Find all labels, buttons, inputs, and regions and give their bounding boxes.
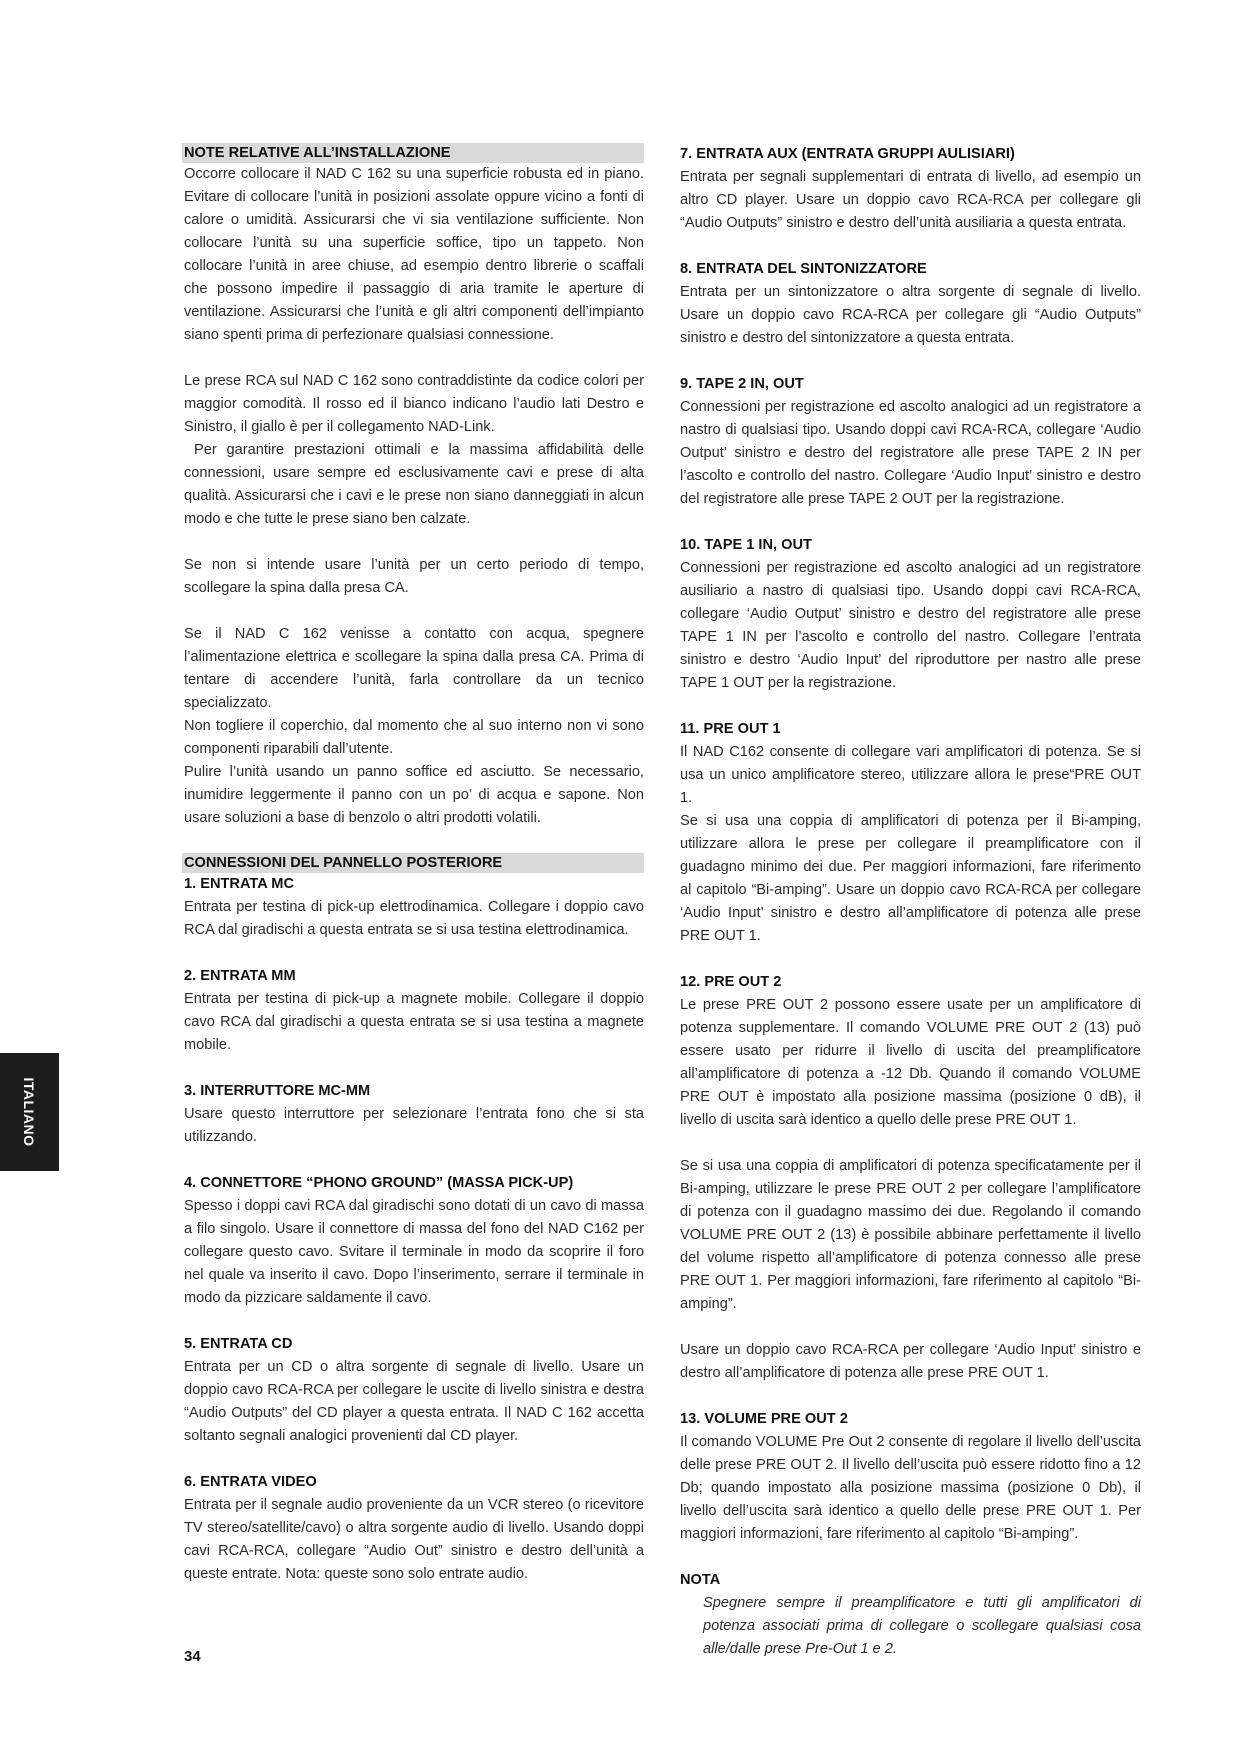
item-text: Il NAD C162 consente di collegare vari amplificatori di potenza. Se si usa un unico amplificatore stereo, utilizzare allora le prese“PRE OUT 1. bbox=[680, 744, 1141, 806]
right-column bbox=[680, 143, 1141, 1661]
rear-panel-heading: CONNESSIONI DEL PANNELLO POSTERIORE bbox=[182, 853, 644, 873]
item-text: Entrata per testina di pick-up a magnete mobile. Collegare il doppio cavo RCA dal giradischi a questa entrata se si usa testina a magnete mobile. bbox=[184, 991, 644, 1053]
item-text: Connessioni per registrazione ed ascolto analogici ad un registratore a nastro di qualsiasi tipo. Usando doppi cavi RCA-RCA, collegare ‘Audio Output’ sinistro e destro del registratore alle prese TAPE 2 IN per l’ascolto e controllo del nastro. Collegare ‘Audio Input’ sinistro e destro del registratore alle prese TAPE 2 OUT per la registrazione. bbox=[680, 399, 1141, 507]
item-title: 5. ENTRATA CD bbox=[184, 1336, 293, 1352]
installation-paragraph: Se il NAD C 162 venisse a contatto con acqua, spegnere l’alimentazione elettrica e scollegare la spina dalla presa CA. Prima di tentare di accendere l’unità, farla controllare da un tecnico specializzato. bbox=[184, 626, 644, 711]
item-text: Se si usa una coppia di amplificatori di potenza per il Bi-amping, utilizzare allora le prese per collegare il preamplificatore con il guadagno minimo dei due. Per maggiori informazioni, fare riferimento al capitolo “Bi-amping”. Usare un doppio cavo RCA-RCA per collegare ‘Audio Input’ sinistro e destro all’amplificatore di potenza alle prese PRE OUT 1. bbox=[680, 813, 1141, 944]
item-text: Se si usa una coppia di amplificatori di potenza specificatamente per il Bi-amping, utilizzare le prese PRE OUT 2 per collegare l’amplificatore di potenza con il guadagno massimo dei due. Regolando il comando VOLUME PRE OUT 2 (13) è possibile abbinare perfettamente il livello del volume rispetto all’amplificatore di potenza connesso alle prese PRE OUT 1. Per maggiori informazioni, fare riferimento al capitolo “Bi-amping”. bbox=[680, 1158, 1141, 1312]
item-text: Usare un doppio cavo RCA-RCA per collegare ‘Audio Input’ sinistro e destro all’amplificatore di potenza alle prese PRE OUT 1. bbox=[680, 1342, 1141, 1381]
item-title: 9. TAPE 2 IN, OUT bbox=[680, 376, 804, 392]
note-text: Spegnere sempre il preamplificatore e tutti gli amplificatori di potenza associati prima di collegare o scollegare qualsiasi cosa alle/dalle prese Pre-Out 1 e 2. bbox=[703, 1595, 1141, 1657]
installation-paragraph: Se non si intende usare l’unità per un certo periodo di tempo, scollegare la spina dalla presa CA. bbox=[184, 557, 644, 596]
page-number: 34 bbox=[184, 1648, 201, 1665]
installation-paragraph: Non togliere il coperchio, dal momento che al suo interno non vi sono componenti riparabili dall’utente. bbox=[184, 718, 644, 757]
item-title: 8. ENTRATA DEL SINTONIZZATORE bbox=[680, 261, 927, 277]
installation-paragraph: Per garantire prestazioni ottimali e la massima affidabilità delle connessioni, usare sempre ed esclusivamente cavi e prese di alta qualità. Assicurarsi che i cavi e le prese non siano danneggiati in alcun modo e che tutte le prese siano ben calzate. bbox=[184, 442, 644, 527]
item-title: 6. ENTRATA VIDEO bbox=[184, 1474, 317, 1490]
item-text: Entrata per segnali supplementari di entrata di livello, ad esempio un altro CD player. Usare un doppio cavo RCA-RCA per collegare gli “Audio Outputs” sinistro e destro dell’unità ausiliaria a questa entrata. bbox=[680, 169, 1141, 231]
language-tab bbox=[0, 1053, 59, 1171]
item-text: Le prese PRE OUT 2 possono essere usate per un amplificatore di potenza supplementare. Il comando VOLUME PRE OUT 2 (13) può essere usato per ridurre il livello di uscita del preamplificatore all’amplificatore di potenza a -12 Db. Quando il comando VOLUME PRE OUT è impostato alla posizione massima (posizione 0 dB), il livello di uscita sarà identico a quello delle prese PRE OUT 1. bbox=[680, 997, 1141, 1128]
note-title: NOTA bbox=[680, 1572, 721, 1588]
item-title: 12. PRE OUT 2 bbox=[680, 974, 782, 990]
installation-paragraph: Pulire l’unità usando un panno soffice ed asciutto. Se necessario, inumidire leggermente il panno con un po’ di acqua e sapone. Non usare soluzioni a base di benzolo o altri prodotti volatili. bbox=[184, 764, 644, 826]
item-title: 7. ENTRATA AUX (ENTRATA GRUPPI AULISIARI) bbox=[680, 146, 1015, 162]
item-title: 13. VOLUME PRE OUT 2 bbox=[680, 1411, 848, 1427]
item-title: 1. ENTRATA MC bbox=[184, 876, 294, 892]
item-title: 10. TAPE 1 IN, OUT bbox=[680, 537, 812, 553]
item-title: 3. INTERRUTTORE MC-MM bbox=[184, 1083, 371, 1099]
item-text: Usare questo interruttore per selezionare l’entrata fono che si sta utilizzando. bbox=[184, 1106, 644, 1145]
installation-paragraph: Occorre collocare il NAD C 162 su una superficie robusta ed in piano. Evitare di collocare l’unità in posizioni assolate oppure vicino a fonti di calore o umidità. Assicurarsi che vi sia ventilazione sufficiente. Non collocare l’unità su una superficie soffice, tipo un tappeto. Non collocare l’unità in aree chiuse, ad esempio dentro librerie o scaffali che possono impedire il passaggio di aria tramite le aperture di ventilazione. Assicurarsi che l’unità e gli altri componenti dell’impianto siano spenti prima di perfezionare qualsiasi connessione. bbox=[184, 166, 644, 343]
left-column bbox=[184, 143, 644, 1586]
item-text: Entrata per un sintonizzatore o altra sorgente di segnale di livello. Usare un doppio cavo RCA-RCA per collegare gli “Audio Outputs” sinistro e destro del sintonizzatore a questa entrata. bbox=[680, 284, 1141, 346]
language-label: ITALIANO bbox=[21, 1077, 37, 1147]
item-text: Entrata per il segnale audio proveniente da un VCR stereo (o ricevitore TV stereo/satellite/cavo) o altra sorgente audio di livello. Usando doppi cavi RCA-RCA, collegare “Audio Out” sinistro e destro dell’unità a queste entrate. Nota: queste sono solo entrate audio. bbox=[184, 1497, 644, 1582]
item-text: Entrata per testina di pick-up elettrodinamica. Collegare i doppio cavo RCA dal giradischi a questa entrata se si usa testina elettrodinamica. bbox=[184, 899, 644, 938]
item-title: 2. ENTRATA MM bbox=[184, 968, 296, 984]
item-text: Connessioni per registrazione ed ascolto analogici ad un registratore ausiliario a nastro di qualsiasi tipo. Usando doppi cavi RCA-RCA, collegare ‘Audio Output’ sinistro e destro del registratore alle prese TAPE 1 IN per l’ascolto e controllo del nastro. Collegare l’entrata sinistro e destro ‘Audio Input’ del riproduttore per nastro alle prese TAPE 1 OUT per la registrazione. bbox=[680, 560, 1141, 691]
item-title: 4. CONNETTORE “PHONO GROUND” (MASSA PICK-UP) bbox=[184, 1175, 574, 1191]
item-title: 11. PRE OUT 1 bbox=[680, 721, 781, 737]
item-text: Spesso i doppi cavi RCA dal giradischi sono dotati di un cavo di massa a filo singolo. Usare il connettore di massa del fono del NAD C162 per collegare questo cavo. Svitare il terminale in modo da scoprire il foro nel quale va inserito il cavo. Dopo l’inserimento, serrare il terminale in modo da pizzicare saldamente il cavo. bbox=[184, 1198, 644, 1306]
installation-heading: NOTE RELATIVE ALL’INSTALLAZIONE bbox=[182, 143, 644, 163]
item-text: Il comando VOLUME Pre Out 2 consente di regolare il livello dell’uscita delle prese PRE OUT 2. Il livello dell’uscita può essere ridotto fino a 12 Db; quando impostato alla posizione massima (posizione 0 Db), il livello dell’uscita sarà identico a quello delle prese PRE OUT 1. Per maggiori informazioni, fare riferimento al capitolo “Bi-amping”. bbox=[680, 1434, 1141, 1542]
item-text: Entrata per un CD o altra sorgente di segnale di livello. Usare un doppio cavo RCA-RCA per collegare le uscite di livello sinistra e destra “Audio Outputs” del CD player a questa entrata. Il NAD C 162 accetta soltanto segnali analogici provenienti dal CD player. bbox=[184, 1359, 644, 1444]
installation-paragraph: Le prese RCA sul NAD C 162 sono contraddistinte da codice colori per maggior comodità. Il rosso ed il bianco indicano l’audio lati Destro e Sinistro, il giallo è per il collegamento NAD-Link. bbox=[184, 373, 644, 435]
